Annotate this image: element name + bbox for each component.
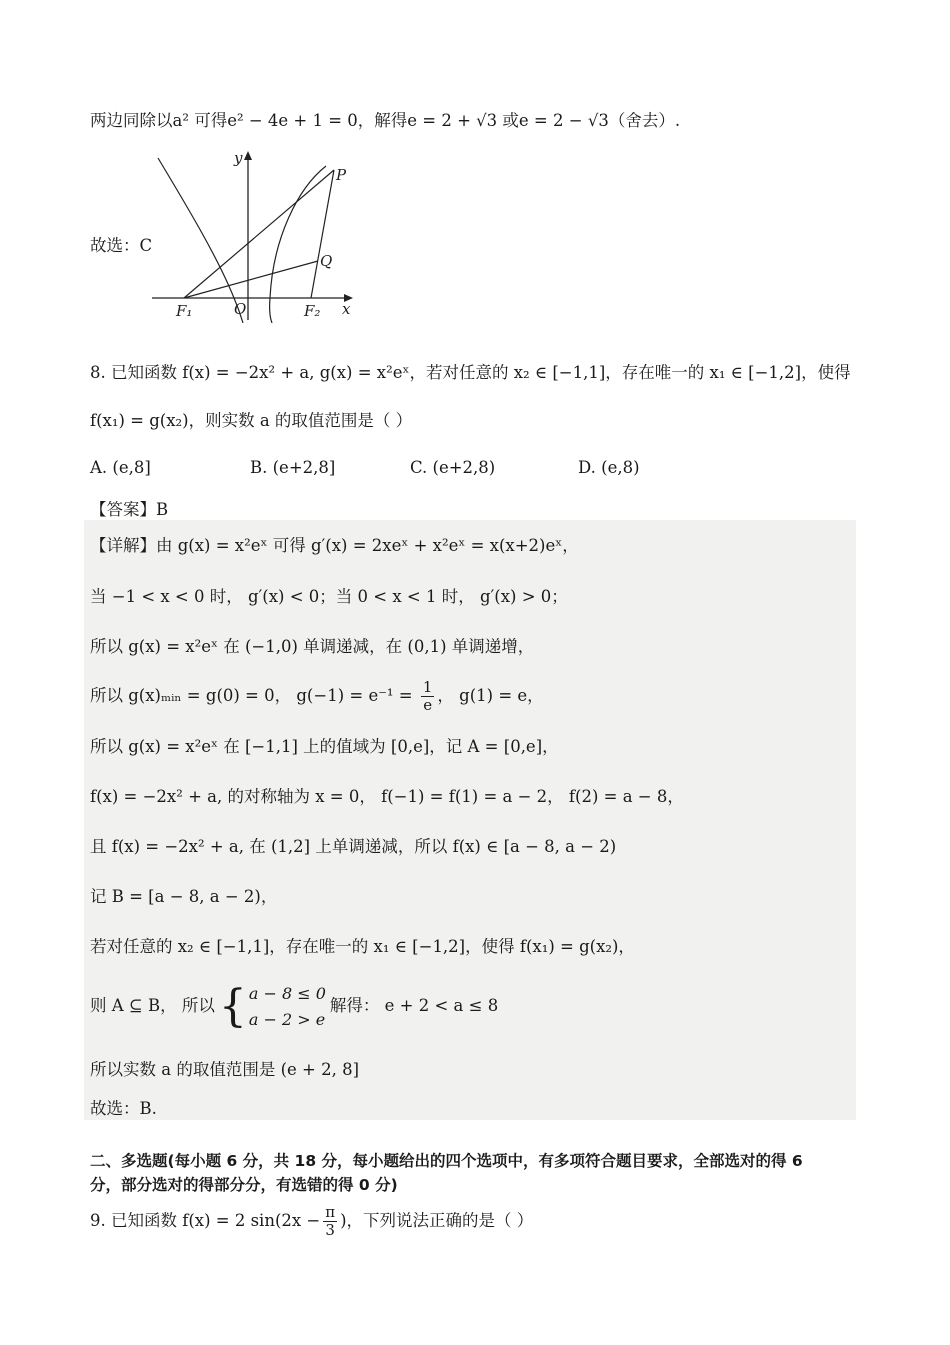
choose-b-line: 故选：B.: [90, 1099, 157, 1118]
system-brace: {: [218, 980, 247, 1032]
solution-line-9: 若对任意的 x₂ ∈ [−1,1]，存在唯一的 x₁ ∈ [−1,2]，使得 f(x₁) = g(x₂)，: [90, 937, 635, 956]
answer-line: 【答案】B: [90, 500, 169, 519]
section-heading-line1: 二、多选题(每小题 6 分，共 18 分，每小题给出的四个选项中，有多项符合题目要求，全部选对的得 6: [90, 1152, 803, 1170]
inequality-1: a − 8 ≤ 0: [248, 983, 326, 1003]
solution-line-6: f(x) = −2x² + a, 的对称轴为 x = 0， f(−1) = f(1) = a − 2， f(2) = a − 8，: [90, 787, 684, 806]
q9-text: 9. 已知函数 f(x) = 2 sin(2x −: [90, 1211, 321, 1230]
fraction-numerator: π: [325, 1203, 336, 1221]
solution-line-5: 所以 g(x) = x²eˣ 在 [−1,1] 上的值域为 [0,e]，记 A = [0,e]，: [90, 737, 559, 756]
solution-line-7: 且 f(x) = −2x² + a, 在 (1,2] 上单调递减，所以 f(x) ∈ [a − 8, a − 2): [90, 837, 617, 856]
solution-line-2: 当 −1 < x < 0 时， g′(x) < 0；当 0 < x < 1 时， g′(x) > 0；: [90, 587, 568, 606]
q8-stem-line2: f(x₁) = g(x₂)，则实数 a 的取值范围是（ ）: [90, 411, 413, 430]
x-axis-label: x: [342, 300, 351, 318]
fraction: [323, 1204, 337, 1239]
fraction-numerator: 1: [422, 678, 433, 696]
hyperbola-figure: [148, 148, 358, 323]
q9-text: )，下列说法正确的是（ ）: [340, 1211, 534, 1230]
inequality-system: [249, 981, 326, 1033]
solution-line-3: 所以 g(x) = x²eˣ 在 (−1,0) 单调递减，在 (0,1) 单调递增，: [90, 637, 535, 656]
point-q-label: Q: [320, 252, 333, 270]
origin-label: O: [234, 300, 247, 318]
solution-line-8: 记 B = [a − 8, a − 2)，: [90, 887, 278, 906]
section-heading-line2: 分，部分选对的得部分分，有选错的得 0 分): [90, 1176, 398, 1194]
fraction: [421, 679, 435, 714]
option-a: A. (e,8]: [90, 458, 151, 477]
q9-stem: [90, 1200, 533, 1242]
y-axis-label: y: [234, 149, 243, 167]
solution-line-4: [90, 676, 544, 716]
solution-text: 由 g(x) = x²eˣ 可得 g′(x) = 2xeˣ + x²eˣ = x(x+2)eˣ，: [156, 536, 579, 555]
solution-line-11: 所以实数 a 的取值范围是 (e + 2, 8]: [90, 1060, 360, 1079]
inequality-2: a − 2 > e: [248, 1009, 326, 1029]
solution-text: 解得： e + 2 < a ≤ 8: [329, 996, 499, 1015]
detail-tag: 【详解】: [90, 536, 156, 555]
option-d: D. (e,8): [578, 458, 640, 477]
solution-text: 所以 g(x)ₘᵢₙ = g(0) = 0， g(−1) = e⁻¹ =: [90, 686, 413, 705]
solution-text: ， g(1) = e，: [437, 686, 544, 705]
focus-f2-label: F₂: [304, 302, 321, 320]
point-p-label: P: [336, 166, 347, 184]
fraction-denominator: e: [423, 696, 433, 714]
fraction-denominator: 3: [325, 1221, 335, 1239]
q8-stem-line1: 8. 已知函数 f(x) = −2x² + a, g(x) = x²eˣ，若对任意的 x₂ ∈ [−1,1]，存在唯一的 x₁ ∈ [−1,2]，使得: [90, 363, 851, 382]
solution-text: 则 A ⊆ B， 所以: [90, 996, 215, 1015]
solution-line-1: [90, 535, 579, 557]
focus-f1-label: F₁: [176, 302, 193, 320]
option-c: C. (e+2,8): [410, 458, 496, 477]
solution-line-10: [90, 980, 498, 1033]
option-b: B. (e+2,8]: [250, 458, 336, 477]
choose-c-line: 故选：C: [90, 236, 153, 255]
equation-line: 两边同除以a² 可得e² − 4e + 1 = 0，解得e = 2 + √3 或e = 2 − √3（舍去）.: [90, 111, 681, 130]
